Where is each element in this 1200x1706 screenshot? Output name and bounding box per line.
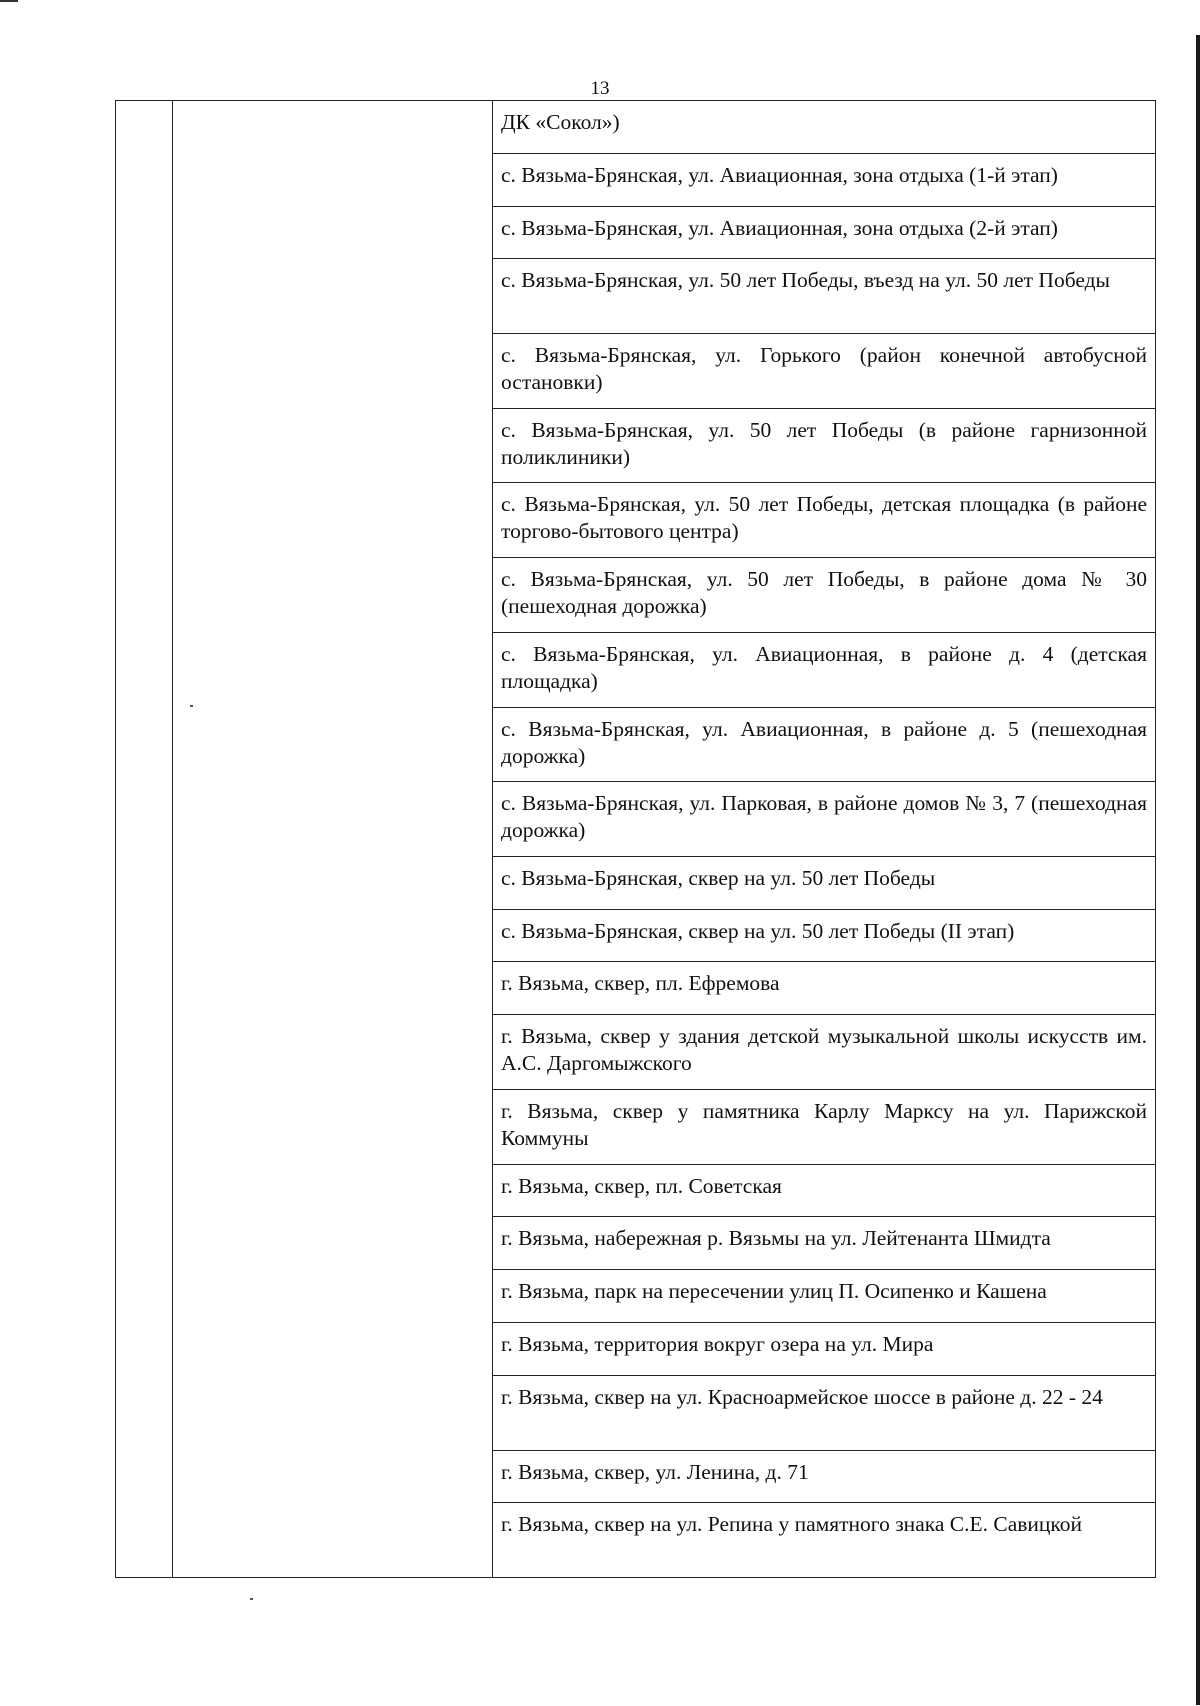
address-column-cell	[493, 101, 1156, 1578]
document-table	[115, 100, 1156, 1578]
address-row: с. Вязьма-Брянская, ул. 50 лет Победы, в районе дома № 30 (пешеходная дорожка)	[493, 558, 1155, 633]
scan-edge-mark	[0, 0, 18, 2]
address-row: г. Вязьма, сквер у памятника Карлу Марксу на ул. Парижской Коммуны	[493, 1090, 1155, 1165]
number-column-cell	[116, 101, 173, 1578]
address-row: ДК «Сокол»)	[493, 101, 1155, 154]
scan-speck	[250, 1598, 253, 1600]
address-row: с. Вязьма-Брянская, ул. 50 лет Победы, въезд на ул. 50 лет Победы	[493, 259, 1155, 334]
address-row: г. Вязьма, сквер, пл. Советская	[493, 1165, 1155, 1218]
address-row: с. Вязьма-Брянская, ул. Авиационная, в районе д. 4 (детская площадка)	[493, 633, 1155, 708]
address-row: г. Вязьма, сквер, ул. Ленина, д. 71	[493, 1451, 1155, 1504]
address-row: с. Вязьма-Брянская, сквер на ул. 50 лет Победы	[493, 857, 1155, 910]
address-row: с. Вязьма-Брянская, сквер на ул. 50 лет Победы (II этап)	[493, 910, 1155, 963]
address-row: г. Вязьма, сквер, пл. Ефремова	[493, 962, 1155, 1015]
address-row: г. Вязьма, набережная р. Вязьмы на ул. Лейтенанта Шмидта	[493, 1217, 1155, 1270]
address-row: г. Вязьма, территория вокруг озера на ул. Мира	[493, 1323, 1155, 1376]
address-row: с. Вязьма-Брянская, ул. Авиационная, зона отдыха (2-й этап)	[493, 207, 1155, 260]
address-row: г. Вязьма, парк на пересечении улиц П. Осипенко и Кашена	[493, 1270, 1155, 1323]
address-row: с. Вязьма-Брянская, ул. Парковая, в районе домов № 3, 7 (пешеходная дорожка)	[493, 782, 1155, 857]
address-list	[493, 101, 1155, 1577]
address-row: с. Вязьма-Брянская, ул. Авиационная, зона отдыха (1-й этап)	[493, 154, 1155, 207]
address-row: с. Вязьма-Брянская, ул. Горького (район конечной автобусной остановки)	[493, 334, 1155, 409]
address-row: с. Вязьма-Брянская, ул. 50 лет Победы (в районе гарнизонной поликлиники)	[493, 409, 1155, 484]
address-row: с. Вязьма-Брянская, ул. Авиационная, в районе д. 5 (пешеходная дорожка)	[493, 708, 1155, 783]
address-row: г. Вязьма, сквер на ул. Красноармейское шоссе в районе д. 22 - 24	[493, 1376, 1155, 1451]
address-row: с. Вязьма-Брянская, ул. 50 лет Победы, детская площадка (в районе торгово-бытового центра)	[493, 483, 1155, 558]
address-row: г. Вязьма, сквер у здания детской музыкальной школы искусств им. А.С. Даргомыжского	[493, 1015, 1155, 1090]
name-column-cell	[173, 101, 493, 1578]
page-number: 13	[590, 78, 610, 99]
address-row: г. Вязьма, сквер на ул. Репина у памятного знака С.Е. Савицкой	[501, 1512, 1083, 1537]
scan-edge-shadow	[1196, 35, 1200, 1705]
